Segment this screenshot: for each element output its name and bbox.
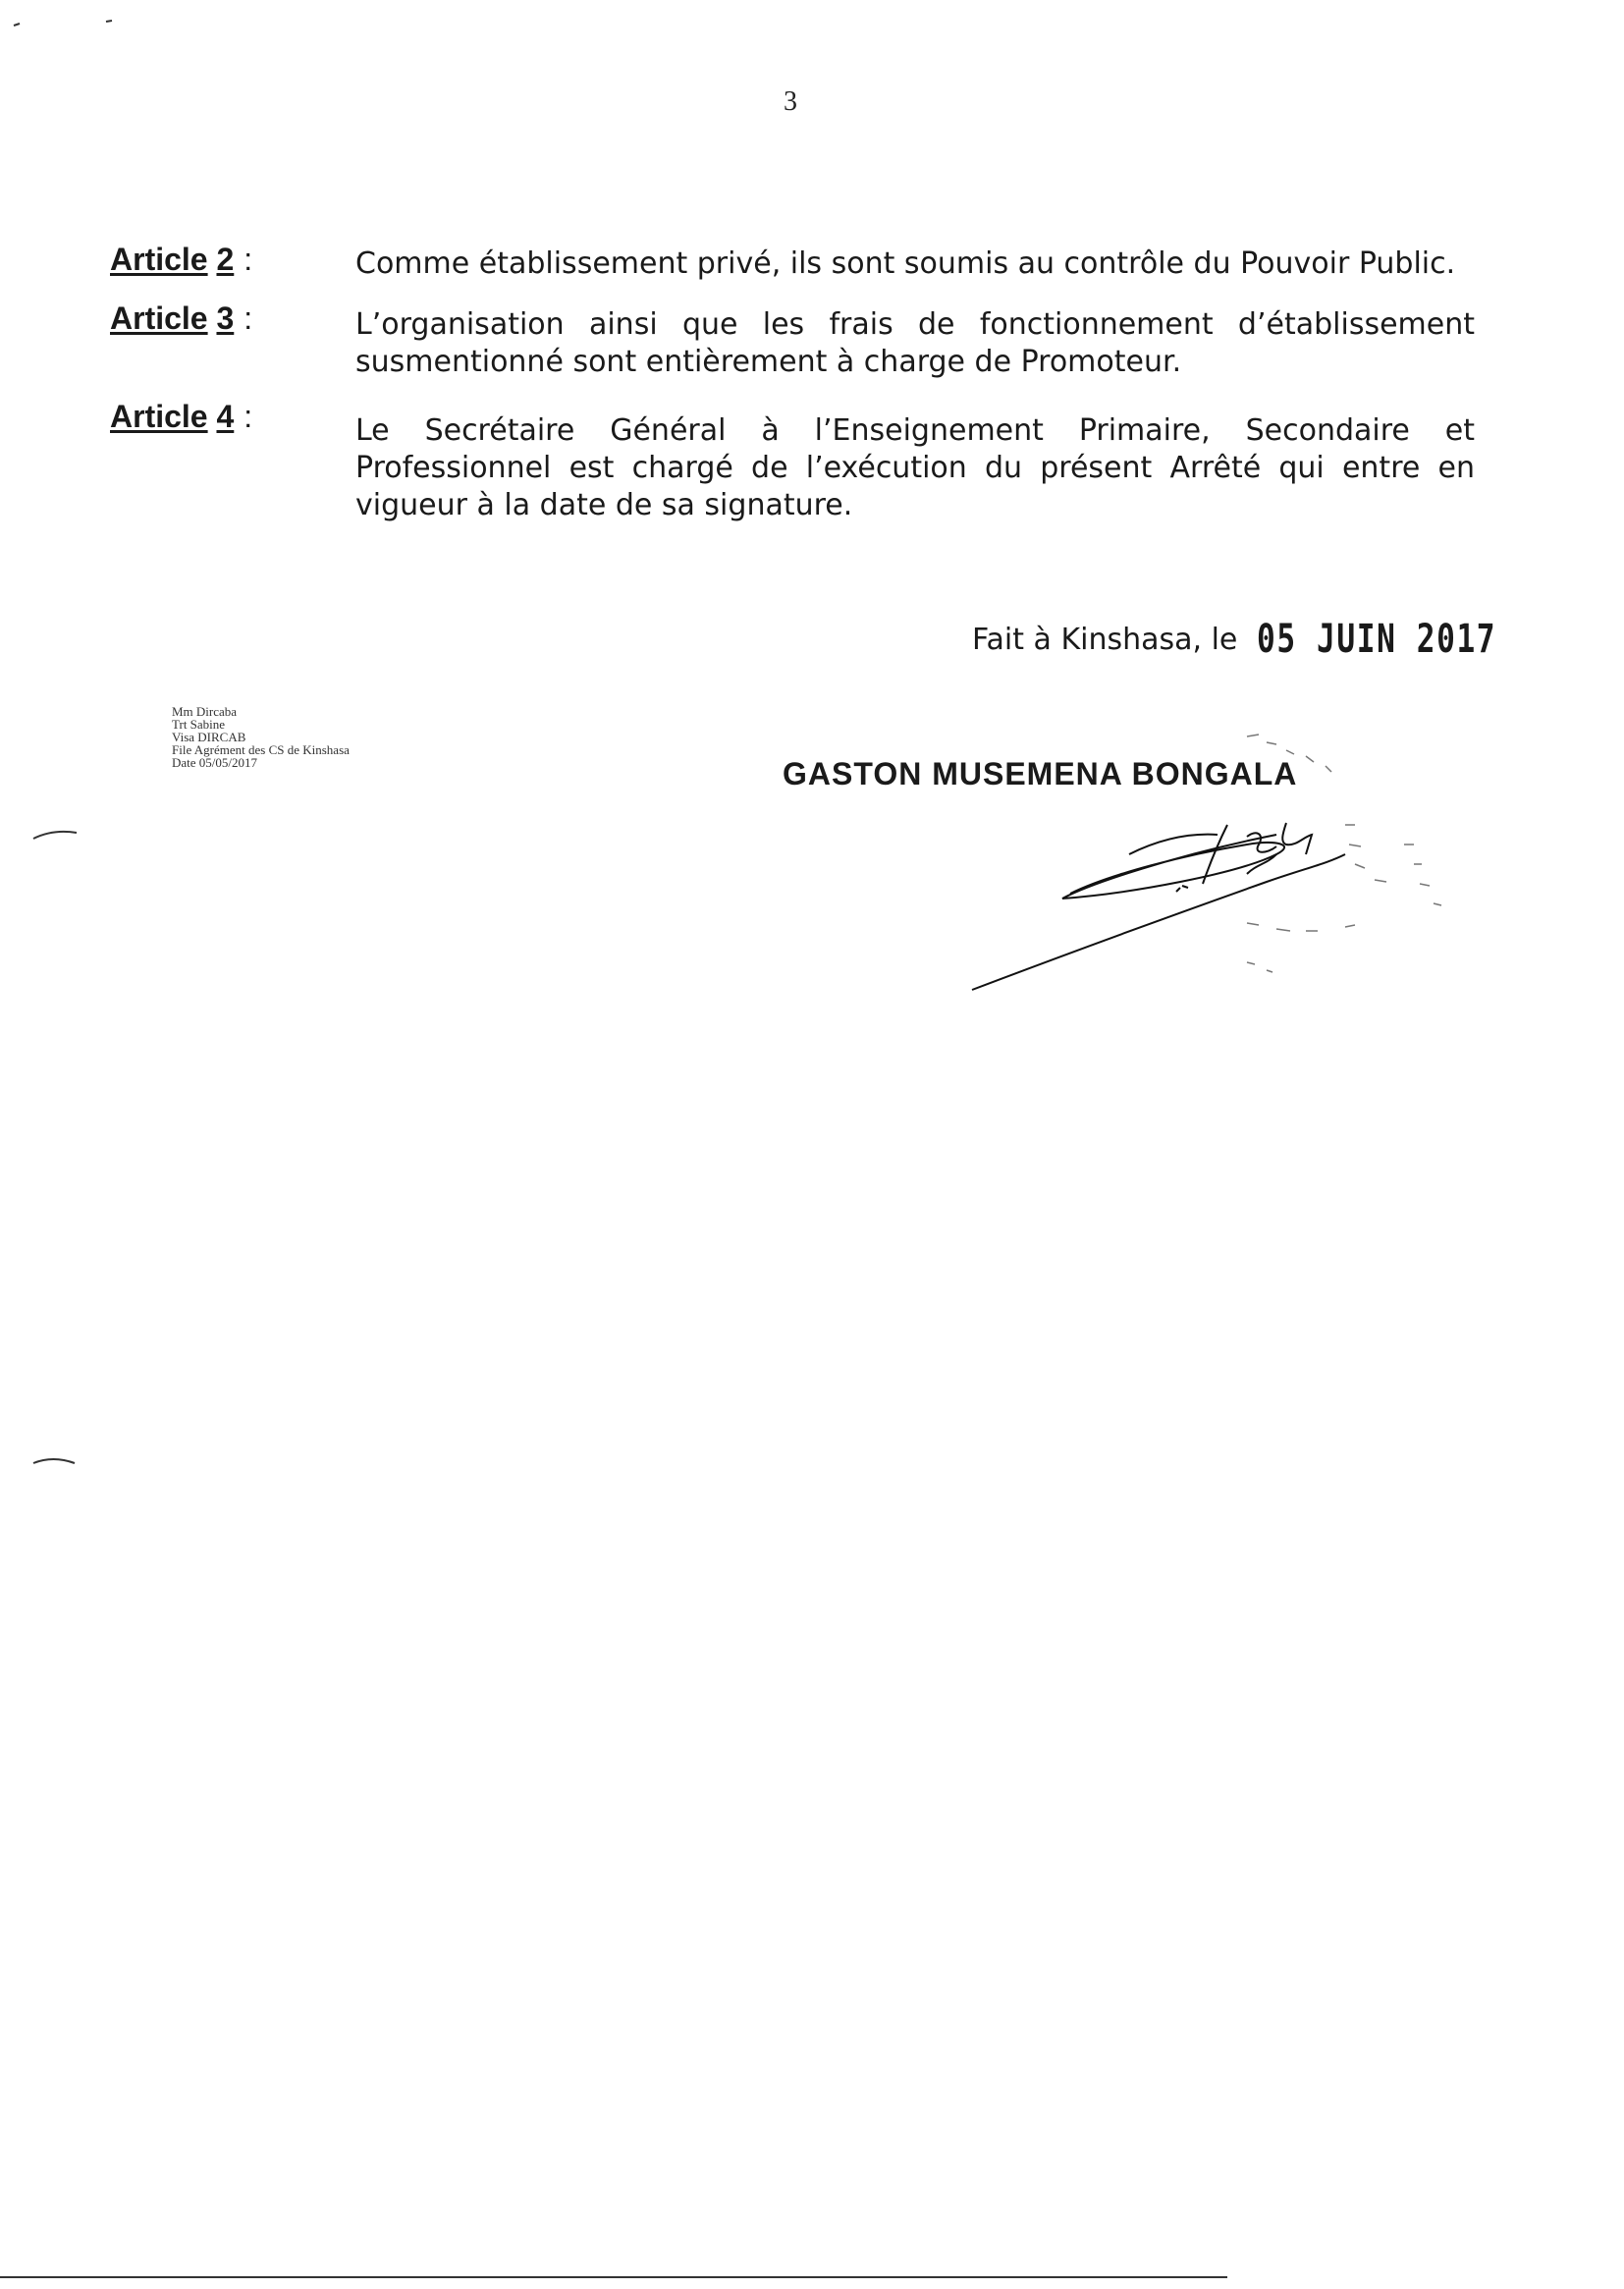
signatory-name: GASTON MUSEMENA BONGALA bbox=[783, 756, 1298, 791]
article-3-text: L’organisation ainsi que les frais de fonctionnement d’établissement susmentionné sont entièrement à charge de Promoteur. bbox=[355, 307, 1475, 379]
article-2-label bbox=[110, 242, 252, 278]
reference-line: Mm Dircaba bbox=[172, 704, 238, 719]
reference-line: File Agrément des CS de Kinshasa bbox=[172, 742, 350, 757]
handwritten-signature bbox=[952, 707, 1502, 1002]
article-3-label bbox=[110, 300, 252, 337]
article-3-label-number: 3 bbox=[216, 300, 235, 336]
bottom-rule bbox=[0, 2276, 1227, 2278]
scan-artifact-margin-1 bbox=[29, 825, 88, 845]
article-4-label-colon: : bbox=[244, 399, 253, 434]
reference-block bbox=[172, 705, 350, 769]
article-2-text: Comme établissement privé, ils sont soumis au contrôle du Pouvoir Public. bbox=[355, 246, 1456, 281]
reference-line: Visa DIRCAB bbox=[172, 730, 246, 744]
scan-artifact-top bbox=[0, 0, 137, 39]
article-4-label-number: 4 bbox=[216, 399, 235, 434]
article-4-label-word: Article bbox=[110, 399, 208, 434]
article-3-label-word: Article bbox=[110, 300, 208, 336]
article-3-label-colon: : bbox=[244, 300, 253, 336]
reference-line: Date 05/05/2017 bbox=[172, 755, 258, 770]
article-2-label-number: 2 bbox=[216, 242, 235, 277]
article-4-label bbox=[110, 399, 252, 435]
page-number: 3 bbox=[784, 86, 797, 117]
article-2-label-colon: : bbox=[244, 242, 253, 277]
reference-line: Trt Sabine bbox=[172, 717, 226, 732]
date-stamp: 05 JUIN 2017 bbox=[1257, 617, 1497, 662]
scan-artifact-margin-2 bbox=[29, 1453, 88, 1473]
place-line: Fait à Kinshasa, le bbox=[972, 623, 1238, 657]
signature-strokes bbox=[972, 823, 1345, 990]
article-2-label-word: Article bbox=[110, 242, 208, 277]
article-4-text: Le Secrétaire Général à l’Enseignement Primaire, Secondaire et Professionnel est chargé de l’exécution du présent Arrêté qui entre en vigueur à la date de sa signature. bbox=[355, 413, 1475, 522]
stamp-trace bbox=[1247, 735, 1441, 972]
